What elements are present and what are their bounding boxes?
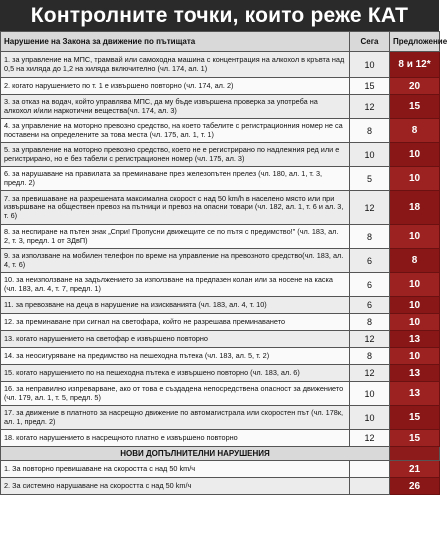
current-points: 12 <box>350 331 390 348</box>
violation-text: 9. за използване на мобилен телефон по време на управление на превозното средство(чл. 183, ал. 4, т. 6) <box>1 249 350 273</box>
current-points: 5 <box>350 167 390 191</box>
current-points: 15 <box>350 78 390 95</box>
current-column-header: Сега <box>350 32 390 52</box>
current-points: 12 <box>350 191 390 225</box>
section-row <box>1 447 440 461</box>
section-proposal-cell <box>390 447 440 461</box>
proposed-points: 21 <box>390 461 440 478</box>
current-points: 12 <box>350 430 390 447</box>
proposed-points: 10 <box>390 225 440 249</box>
table-row <box>1 119 440 143</box>
proposed-points: 8 и 12* <box>390 52 440 78</box>
table-header-row <box>1 32 440 52</box>
proposed-points: 10 <box>390 273 440 297</box>
table-row <box>1 314 440 331</box>
violation-text: 2. когато нарушението по т. 1 е извършено повторно (чл. 174, ал. 2) <box>1 78 350 95</box>
violation-text: 15. когато нарушението по на пешеходна пътека е извършено повторно (чл. 183, ал. 6) <box>1 365 350 382</box>
table-row <box>1 382 440 406</box>
violation-text: 6. за нарушаване на правилата за преминаване през железопътен прелез (чл. 180, ал. 1, т. 3, предл. 2) <box>1 167 350 191</box>
table-row <box>1 225 440 249</box>
proposed-points: 10 <box>390 143 440 167</box>
table-row <box>1 167 440 191</box>
current-points: 10 <box>350 382 390 406</box>
current-points: 8 <box>350 225 390 249</box>
violation-text: 13. когато нарушението на светофар е извършено повторно <box>1 331 350 348</box>
current-points <box>350 461 390 478</box>
table-row <box>1 249 440 273</box>
proposed-points: 20 <box>390 78 440 95</box>
proposed-points: 15 <box>390 430 440 447</box>
table-row <box>1 461 440 478</box>
table-body <box>1 52 440 495</box>
violation-text: 5. за управление на моторно превозно средство, което не е регистрирано по надлежния ред или е регистрирано, но е без табели с регистрационен номер (чл. 175, ал. 3) <box>1 143 350 167</box>
current-points: 12 <box>350 365 390 382</box>
proposed-points: 10 <box>390 314 440 331</box>
table-row <box>1 95 440 119</box>
violation-text: 1. За повторно превишаване на скоростта с над 50 km/ч <box>1 461 350 478</box>
violation-text: 3. за отказ на водач, който управлява МПС, да му бъде извършена проверка за употреба на алкохол и/или наркотични вещества(чл. 174, ал. 3) <box>1 95 350 119</box>
violation-text: 2. За системно нарушаване на скоростта с над 50 km/ч <box>1 478 350 495</box>
current-points: 6 <box>350 297 390 314</box>
current-points: 8 <box>350 348 390 365</box>
violation-text: 12. за преминаване при сигнал на светофара, който не разрешава преминаването <box>1 314 350 331</box>
table-row <box>1 191 440 225</box>
proposed-points: 8 <box>390 249 440 273</box>
current-points: 6 <box>350 273 390 297</box>
current-points: 6 <box>350 249 390 273</box>
table-row <box>1 143 440 167</box>
proposed-points: 8 <box>390 119 440 143</box>
proposed-points: 10 <box>390 297 440 314</box>
table-row <box>1 348 440 365</box>
table-row <box>1 297 440 314</box>
violation-text: 14. за неосигуряване на предимство на пешеходна пътека (чл. 183, ал. 5, т. 2) <box>1 348 350 365</box>
proposed-points: 13 <box>390 365 440 382</box>
proposed-points: 10 <box>390 348 440 365</box>
current-points: 10 <box>350 406 390 430</box>
current-points: 10 <box>350 52 390 78</box>
current-points: 12 <box>350 95 390 119</box>
violation-text: 10. за неизползване на задължението за използване на предпазен колан или за носене на каска (чл. 183, ал. 4, т. 7, предл. 1) <box>1 273 350 297</box>
table-row <box>1 52 440 78</box>
proposed-points: 15 <box>390 406 440 430</box>
page-title: Контролните точки, които реже КАТ <box>0 0 439 31</box>
violation-text: 7. за превишаване на разрешената максимална скорост с над 50 km/h в населено място или при извършване на обществен превоз на пътници и превоз на опасни товари (чл. 182, ал. 1, т. 6 и ал. 3, т. 6) <box>1 191 350 225</box>
proposed-points: 26 <box>390 478 440 495</box>
table-row <box>1 331 440 348</box>
violation-text: 8. за неспиране на пътен знак „Спри! Пропусни движещите се по пътя с предимство!" (чл. 183, ал. 2, т. 3, предл. 1 от ЗДвП) <box>1 225 350 249</box>
current-points: 8 <box>350 119 390 143</box>
table-row <box>1 273 440 297</box>
table-row <box>1 78 440 95</box>
table-row <box>1 365 440 382</box>
table-row <box>1 478 440 495</box>
violation-text: 11. за превозване на деца в нарушение на изискванията (чл. 183, ал. 4, т. 10) <box>1 297 350 314</box>
violation-text: 18. когато нарушението в насрещното платно е извършено повторно <box>1 430 350 447</box>
violation-text: 17. за движение в платното за насрещно движение по автомагистрала или скоростен път (чл. 178к, ал. 1, предл. 2) <box>1 406 350 430</box>
proposal-column-header: Предложение <box>390 32 440 52</box>
table-row <box>1 406 440 430</box>
proposed-points: 18 <box>390 191 440 225</box>
proposed-points: 13 <box>390 382 440 406</box>
violation-text: 16. за неправилно изпреварване, ако от това е създадена непосредствена опасност за движението (чл. 179, ал. 1, т. 5, предл. 5) <box>1 382 350 406</box>
violation-text: 1. за управление на МПС, трамвай или самоходна машина с концентрация на алкохол в кръвта над 0,5 на хиляда до 1,2 на хиляда включително (чл. 174, ал. 1) <box>1 52 350 78</box>
section-title: НОВИ ДОПЪЛНИТЕЛНИ НАРУШЕНИЯ <box>1 447 390 461</box>
current-points: 8 <box>350 314 390 331</box>
points-table <box>0 31 447 495</box>
violation-text: 4. за управление на моторно превозно средство, на което табелите с регистрационния номер не са поставени на определените за това места (чл. 175, ал. 1, т. 1) <box>1 119 350 143</box>
current-points: 10 <box>350 143 390 167</box>
proposed-points: 10 <box>390 167 440 191</box>
current-points <box>350 478 390 495</box>
table-row <box>1 430 440 447</box>
violation-column-header: Нарушение на Закона за движение по пътищата <box>1 32 350 52</box>
proposed-points: 13 <box>390 331 440 348</box>
proposed-points: 15 <box>390 95 440 119</box>
